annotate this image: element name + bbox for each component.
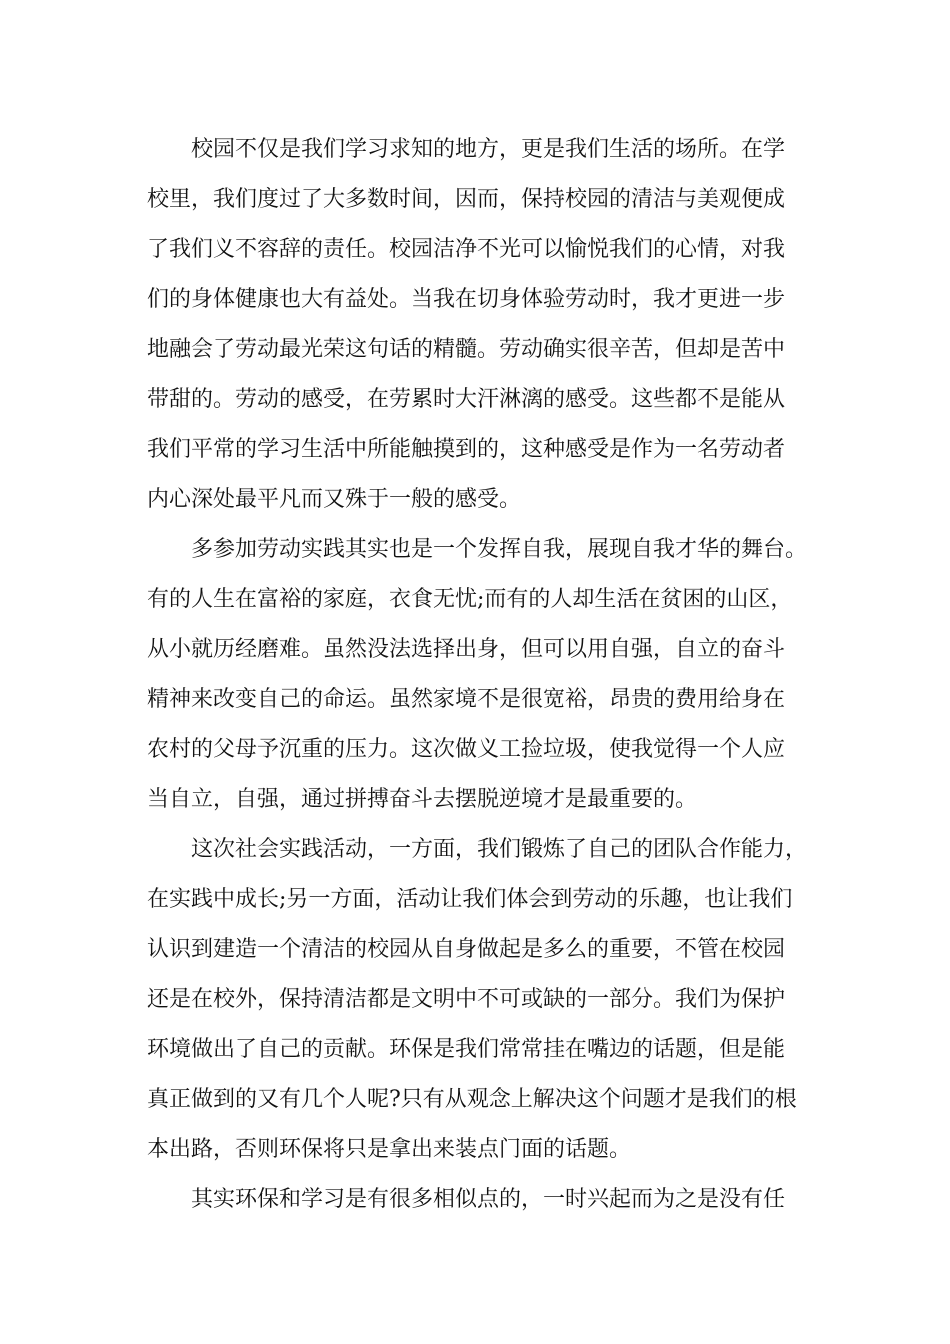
- paragraph-2-line-1: 多参加劳动实践其实也是一个发挥自我，展现自我才华的舞台。: [191, 537, 808, 562]
- paragraph-2-line-5: 农村的父母予沉重的压力。这次做义工捡垃圾，使我觉得一个人应: [147, 737, 786, 762]
- paragraph-3-line-3: 认识到建造一个清洁的校园从自身做起是多么的重要，不管在校园: [147, 937, 786, 962]
- paragraph-3-line-1: 这次社会实践活动，一方面，我们锻炼了自己的团队合作能力，: [191, 837, 808, 862]
- paragraph-4-line-1: 其实环保和学习是有很多相似点的，一时兴起而为之是没有任: [191, 1187, 786, 1212]
- paragraph-1-line-5: 地融会了劳动最光荣这句话的精髓。劳动确实很辛苦，但却是苦中: [147, 337, 786, 362]
- paragraph-2-line-2: 有的人生在富裕的家庭，衣食无忧;而有的人却生活在贫困的山区，: [147, 587, 793, 612]
- paragraph-1-line-7: 我们平常的学习生活中所能触摸到的，这种感受是作为一名劳动者: [147, 437, 786, 462]
- paragraph-3-line-2: 在实践中成长;另一方面，活动让我们体会到劳动的乐趣，也让我们: [147, 887, 793, 912]
- paragraph-1-line-4: 们的身体健康也大有益处。当我在切身体验劳动时，我才更进一步: [147, 287, 786, 312]
- paragraph-2-line-3: 从小就历经磨难。虽然没法选择出身，但可以用自强，自立的奋斗: [147, 637, 786, 662]
- paragraph-1-line-2: 校里，我们度过了大多数时间，因而，保持校园的清洁与美观便成: [147, 187, 786, 212]
- paragraph-1-line-3: 了我们义不容辞的责任。校园洁净不光可以愉悦我们的心情，对我: [147, 237, 786, 262]
- paragraph-1-line-1: 校园不仅是我们学习求知的地方，更是我们生活的场所。在学: [191, 137, 786, 162]
- paragraph-1-line-8: 内心深处最平凡而又殊于一般的感受。: [147, 487, 522, 512]
- paragraph-3-line-6: 真正做到的又有几个人呢?只有从观念上解决这个问题才是我们的根: [147, 1087, 797, 1112]
- paragraph-2-line-4: 精神来改变自己的命运。虽然家境不是很宽裕，昂贵的费用给身在: [147, 687, 786, 712]
- paragraph-3-line-4: 还是在校外，保持清洁都是文明中不可或缺的一部分。我们为保护: [147, 987, 786, 1012]
- paragraph-3-line-7: 本出路，否则环保将只是拿出来装点门面的话题。: [147, 1137, 632, 1162]
- paragraph-2-line-6: 当自立，自强，通过拼搏奋斗去摆脱逆境才是最重要的。: [147, 787, 698, 812]
- paragraph-3-line-5: 环境做出了自己的贡献。环保是我们常常挂在嘴边的话题，但是能: [147, 1037, 786, 1062]
- paragraph-1-line-6: 带甜的。劳动的感受，在劳累时大汗淋漓的感受。这些都不是能从: [147, 387, 786, 412]
